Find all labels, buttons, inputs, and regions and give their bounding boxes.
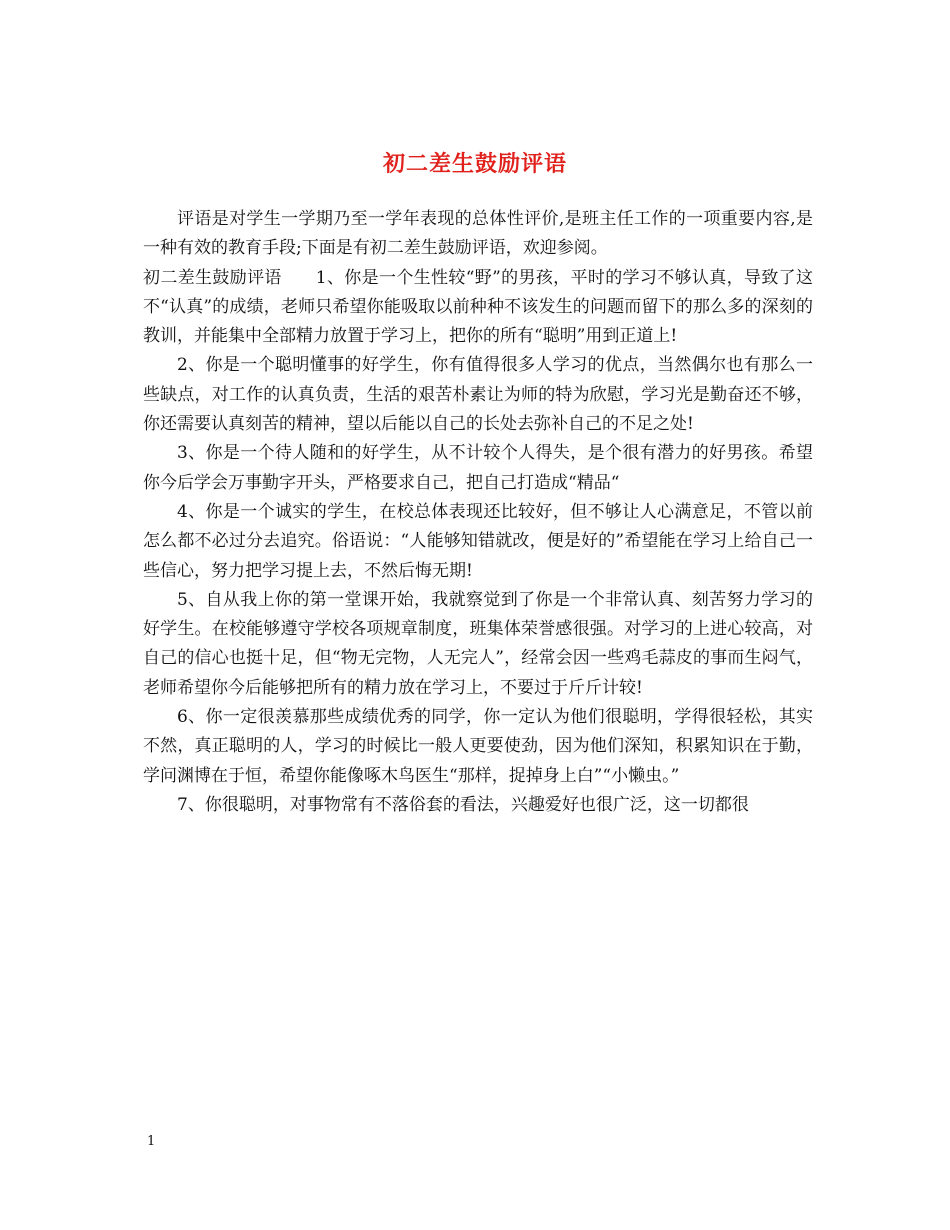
- page-number: 1: [147, 1134, 156, 1149]
- section-paragraph: [143, 264, 813, 352]
- intro-paragraph: 评语是对学生一学期乃至一学年表现的总体性评价,是班主任工作的一项重要内容,是一种有效的教育手段;下面是有初二差生鼓励评语，欢迎参阅。: [143, 209, 813, 259]
- document-body: [143, 205, 813, 820]
- comment-item-7: 7、你很聪明，对事物常有不落俗套的看法，兴趣爱好也很广泛，这一切都很: [177, 794, 749, 815]
- comment-item-5: 5、自从我上你的第一堂课开始，我就察觉到了你是一个非常认真、刻苦努力学习的好学生。在校能够遵守学校各项规章制度，班集体荣誉感很强。对学习的上进心较高，对自己的信心也挺十足，但“物无完物，人无完人”，经常会因一些鸡毛蒜皮的事而生闷气，老师希望你今后能够把所有的精力放在学习上，不要过于斤斤计较!: [143, 589, 813, 698]
- document-title: 初二差生鼓励评语: [382, 150, 567, 177]
- section-heading: 初二差生鼓励评语: [143, 267, 282, 288]
- comment-item-6: 6、你一定很羡慕那些成绩优秀的同学，你一定认为他们很聪明，学得很轻松，其实不然，真正聪明的人，学习的时候比一般人更要使劲，因为他们深知，积累知识在于勤，学问渊博在于恒，希望你能像啄木鸟医生“那样，捉掉身上白”“小懒虫。”: [143, 707, 813, 786]
- comment-item-4: 4、你是一个诚实的学生，在校总体表现还比较好，但不够让人心满意足，不管以前怎么都不必过分去追究。俗语说：“人能够知错就改，便是好的”希望能在学习上给自己一些信心，努力把学习提上去，不然后悔无期!: [143, 501, 813, 581]
- comment-item-3: 3、你是一个待人随和的好学生，从不计较个人得失，是个很有潜力的好男孩。希望你今后学会万事勤字开头，严格要求自己，把自己打造成“精品“: [143, 443, 813, 493]
- comment-item-1: 1、你是一个生性较“野”的男孩，平时的学习不够认真，导致了这不“认真”的成绩，老师只希望你能吸取以前种种不该发生的问题而留下的那么多的深刻的教训，并能集中全部精力放置于学习上，把你的所有“聪明”用到正道上!: [143, 267, 814, 347]
- comment-item-2: 2、你是一个聪明懂事的好学生，你有值得很多人学习的优点，当然偶尔也有那么一些缺点，对工作的认真负责，生活的艰苦朴素让为师的特为欣慰，学习光是勤奋还不够，你还需要认真刻苦的精神，望以后能以自己的长处去弥补自己的不足之处!: [143, 355, 813, 435]
